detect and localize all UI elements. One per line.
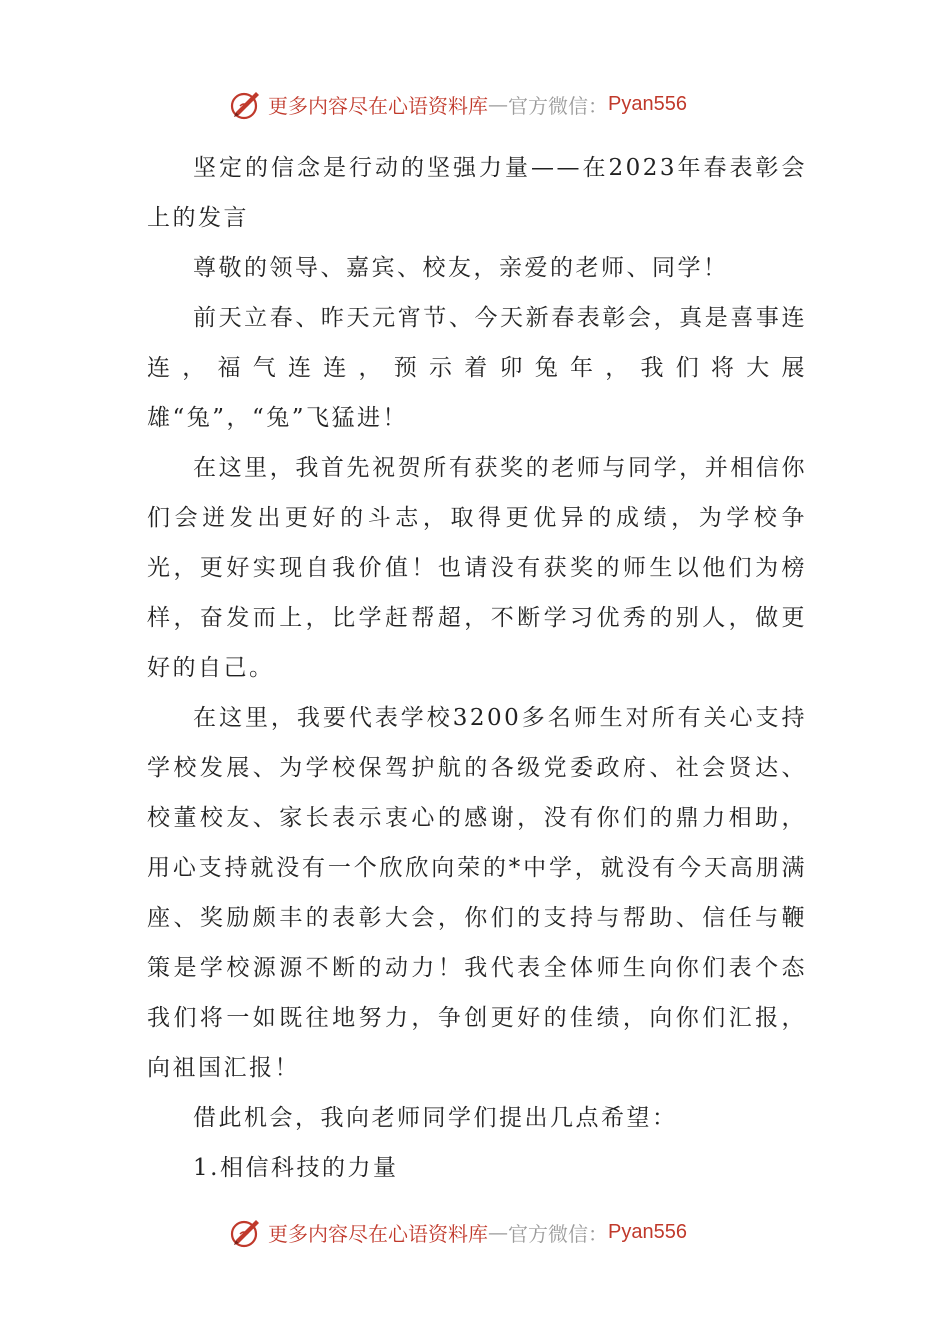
paragraph: 在这里，我要代表学校3200多名师生对所有关心支持学校发展、为学校保驾护航的各级党委政府、社会贤达、校董校友、家长表示衷心的感谢，没有你们的鼎力相助，用心支持就没有一个欣欣向荣的*中学，就没有今天高朋满座、奖励颇丰的表彰大会，你们的支持与帮助、信任与鞭策是学校源源不断的动力！我代表全体师生向你们表个态我们将一如既往地努力，争创更好的佳绩，向你们汇报，向祖国汇报！: [147, 705, 807, 1081]
document-title: 坚定的信念是行动的坚强力量——在2023年春表彰会上的发言: [147, 155, 807, 231]
watermark-dash: —: [488, 92, 508, 116]
watermark-banner-top: [228, 82, 748, 126]
watermark-main-text: 更多内容尽在心语资料库: [268, 1221, 488, 1246]
watermark-sub-text: 官方微信：: [508, 93, 608, 118]
list-item: 1.相信科技的力量: [193, 1155, 399, 1181]
document-body: [147, 143, 807, 1193]
watermark-sub-text: 官方微信：: [508, 1221, 608, 1246]
paragraph: 借此机会，我向老师同学们提出几点希望：: [193, 1105, 678, 1131]
watermark-banner-bottom: [228, 1210, 748, 1254]
watermark-wechat-id: Pyan556: [608, 92, 687, 115]
watermark-wechat-id: Pyan556: [608, 1220, 687, 1243]
watermark-dash: —: [488, 1220, 508, 1244]
salutation: 尊敬的领导、嘉宾、校友，亲爱的老师、同学！: [193, 255, 729, 281]
watermark-main-text: 更多内容尽在心语资料库: [268, 93, 488, 118]
pen-logo-icon: [228, 86, 264, 122]
paragraph: 在这里，我首先祝贺所有获奖的老师与同学，并相信你们会迸发出更好的斗志，取得更优异的成绩，为学校争光，更好实现自我价值！也请没有获奖的师生以他们为榜样，奋发而上，比学赶帮超，不断学习优秀的别人，做更好的自己。: [147, 455, 807, 681]
paragraph: 前天立春、昨天元宵节、今天新春表彰会，真是喜事连连，福气连连，预示着卯兔年，我们将大展雄“兔”，“兔”飞猛进！: [147, 305, 807, 431]
pen-logo-icon: [228, 1214, 264, 1250]
